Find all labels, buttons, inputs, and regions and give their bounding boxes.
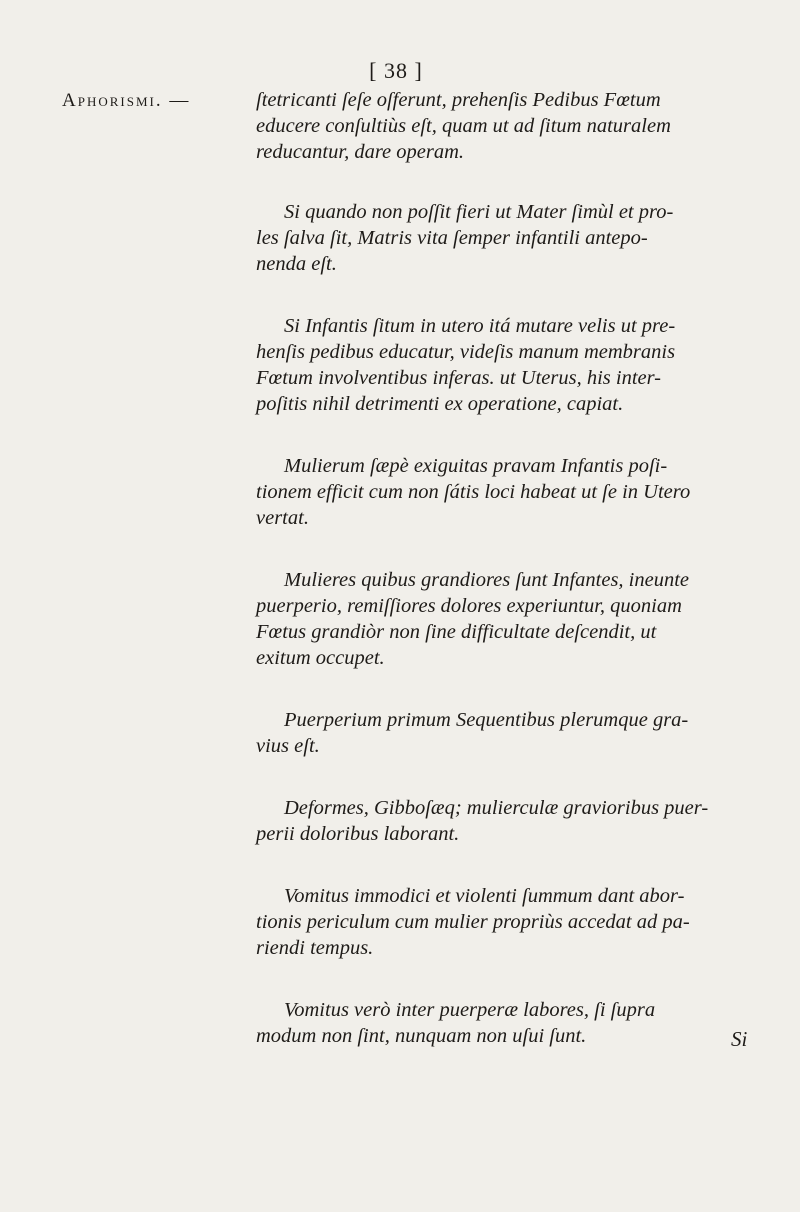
text-line: educere conſultiùs eſt, quam ut ad ſitum naturalem bbox=[256, 115, 671, 137]
text-line: Fœtus grandiòr non ſine difficultate deſcendit, ut bbox=[256, 621, 657, 643]
text-line: riendi tempus. bbox=[256, 937, 374, 959]
text-line: henſis pedibus educatur, videſis manum membranis bbox=[256, 341, 676, 363]
paragraph bbox=[256, 707, 776, 759]
page-number: [ 38 ] bbox=[369, 58, 423, 83]
text-line: tionem efficit cum non ſátis loci habeat ut ſe in Utero bbox=[256, 481, 691, 503]
text-line: Vomitus verò inter puerperæ labores, ſi ſupra bbox=[284, 999, 656, 1021]
catchword: Si bbox=[731, 1027, 748, 1051]
text-line: Puerperium primum Sequentibus plerumque gra- bbox=[284, 709, 689, 731]
text-line: modum non ſint, nunquam non uſui ſunt. bbox=[256, 1025, 587, 1047]
text-line: Vomitus immodici et violenti ſummum dant abor- bbox=[284, 885, 685, 907]
text-line: Mulieres quibus grandiores ſunt Infantes, ineunte bbox=[284, 569, 690, 591]
paragraph bbox=[256, 795, 776, 847]
paragraph bbox=[256, 313, 776, 417]
paragraph bbox=[256, 567, 776, 671]
paragraph bbox=[256, 199, 776, 277]
text-line: exitum occupet. bbox=[256, 647, 385, 669]
text-line: reducantur, dare operam. bbox=[256, 141, 465, 163]
paragraph bbox=[256, 883, 776, 961]
text-line: Si Infantis ſitum in utero itá mutare velis ut pre- bbox=[284, 315, 676, 337]
text-line: les ſalva ſit, Matris vita ſemper infantili antepo- bbox=[256, 227, 648, 249]
text-line: Mulierum ſæpè exiguitas pravam Infantis poſi- bbox=[284, 455, 668, 477]
text-line: tionis periculum cum mulier propriùs accedat ad pa- bbox=[256, 911, 690, 933]
text-line: vius eſt. bbox=[256, 735, 320, 757]
text-line: perii doloribus laborant. bbox=[256, 823, 460, 845]
running-head: Aphorismi. — bbox=[62, 90, 191, 111]
text-line: puerperio, remiſſiores dolores experiuntur, quoniam bbox=[256, 595, 682, 617]
text-line: vertat. bbox=[256, 507, 309, 529]
text-line: Deformes, Gibboſæq; mulierculæ gravioribus puer- bbox=[284, 797, 709, 819]
text-line: Si quando non poſſit fieri ut Mater ſimùl et pro- bbox=[284, 201, 674, 223]
paragraph bbox=[256, 87, 776, 165]
paragraph bbox=[256, 453, 776, 531]
aphorism-text bbox=[256, 87, 776, 1085]
text-line: poſitis nihil detrimenti ex operatione, capiat. bbox=[256, 393, 624, 415]
paragraph bbox=[256, 997, 776, 1049]
text-line: Fœtum involventibus inferas. ut Uterus, his inter- bbox=[256, 367, 662, 389]
text-line: nenda eſt. bbox=[256, 253, 337, 275]
text-line: ſtetricanti ſeſe oſferunt, prehenſis Pedibus Fœtum bbox=[256, 89, 661, 111]
